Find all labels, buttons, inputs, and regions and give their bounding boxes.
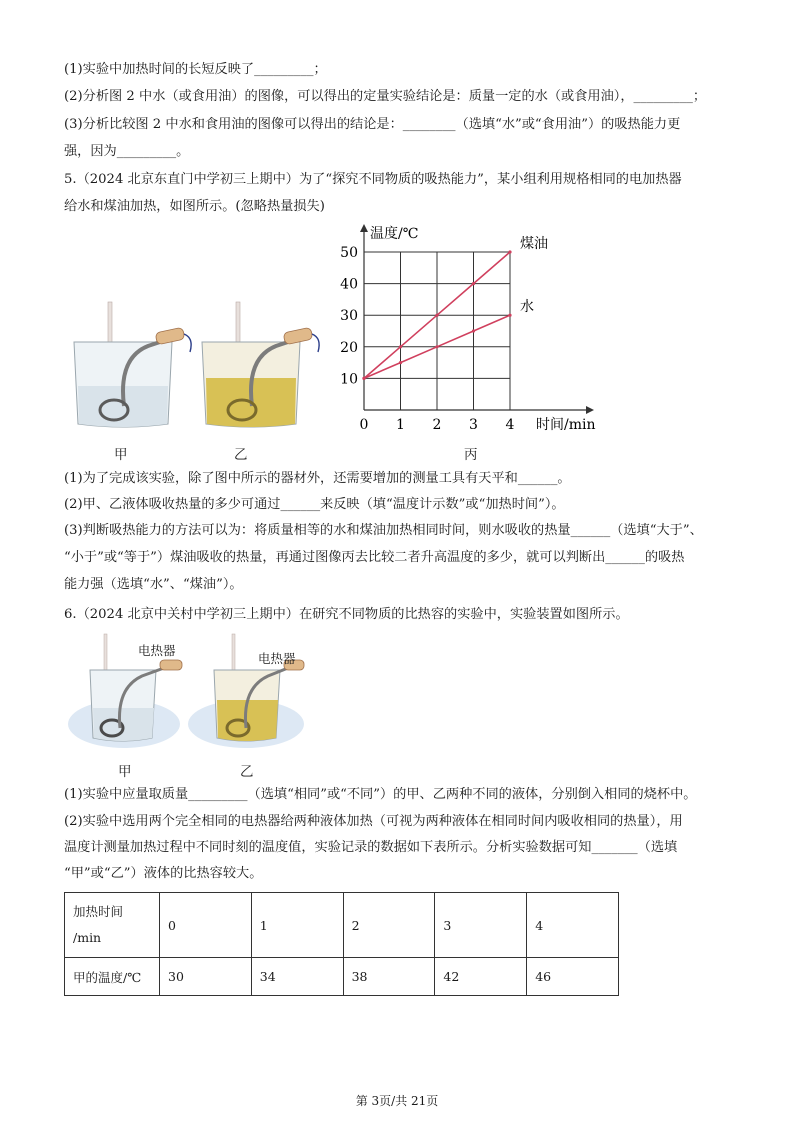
- y-tick-label: 40: [340, 276, 358, 293]
- q5-sub-1: (1)为了完成该实验，除了图中所示的器材外，还需要增加的测量工具有天平和______。: [64, 471, 571, 486]
- q6-stem: 6.（2024 北京中关村中学初三上期中）在研究不同物质的比热容的实验中，实验装置如图所示。: [64, 607, 629, 622]
- table-row: [65, 893, 619, 958]
- table-cell: 42: [435, 958, 527, 996]
- q5-stem-line-2: 给水和煤油加热，如图所示。(忽略热量损失): [64, 199, 325, 214]
- table-cell: 0: [160, 893, 252, 958]
- q5-caption-jia: 甲: [114, 447, 128, 463]
- data-point: [472, 282, 475, 285]
- table-header-label-line-2: /min: [73, 930, 102, 945]
- table-row: [65, 958, 619, 996]
- y-axis-arrow: [360, 224, 368, 232]
- q4-line-3: (3)分析比较图 2 中水和食用油的图像可以得出的结论是：________（选填“水”或“食用油”）的吸热能力更: [64, 117, 681, 132]
- q5-caption-yi: 乙: [234, 447, 248, 463]
- table-cell: 1: [251, 893, 343, 958]
- q5-sub-3-line-3: 能力强（选填“水”、“煤油”）。: [64, 577, 243, 592]
- temperature-time-chart: [330, 218, 610, 440]
- q4-line-2: (2)分析图 2 中水（或食用油）的图像，可以得出的定量实验结论是：质量一定的水（或食用油），_________；: [64, 89, 707, 104]
- beaker-kerosene-figure: [196, 298, 326, 438]
- q6-sub-2-line-3: “甲”或“乙”）液体的比热容较大。: [64, 866, 263, 881]
- q5-sub-3-line-2: “小于”或“等于”）煤油吸收的热量，再通过图像丙去比较二者升高温度的多少，就可以判断出______的吸热: [64, 550, 685, 565]
- table-cell: 2: [343, 893, 435, 958]
- x-tick-label: 0: [359, 417, 369, 433]
- table-row-label: 甲的温度/℃: [65, 958, 160, 996]
- q6-sub-1: (1)实验中应量取质量_________（选填“相同”或“不同”）的甲、乙两种不同的液体，分别倒入相同的烧杯中。: [64, 787, 697, 802]
- y-axis-label: 温度/℃: [370, 226, 419, 242]
- table-header-label-line-1: 加热时间: [73, 904, 124, 919]
- q6-caption-yi: 乙: [240, 764, 254, 780]
- beaker-water-figure: [64, 298, 194, 438]
- table-header-cell: [65, 893, 160, 958]
- x-tick-label: 2: [432, 417, 442, 433]
- table-cell: 3: [435, 893, 527, 958]
- q4-line-1: (1)实验中加热时间的长短反映了_________；: [64, 62, 327, 77]
- y-tick-label: 30: [340, 308, 358, 325]
- x-tick-label: 4: [505, 417, 515, 433]
- series-label: 水: [520, 299, 534, 316]
- data-point: [508, 314, 511, 317]
- data-point: [399, 345, 402, 348]
- q4-line-4: 强，因为_________。: [64, 144, 190, 159]
- q6-heater-label-yi: 电热器: [258, 651, 296, 666]
- series-label: 煤油: [520, 236, 548, 252]
- y-tick-label: 10: [340, 371, 358, 388]
- table-cell: 30: [160, 958, 252, 996]
- data-point: [435, 314, 438, 317]
- x-axis-label: 时间/min: [536, 417, 596, 433]
- x-tick-label: 3: [469, 417, 478, 433]
- x-axis-arrow: [586, 406, 594, 414]
- data-point: [399, 361, 402, 364]
- q5-stem-line-1: 5.（2024 北京东直门中学初三上期中）为了“探究不同物质的吸热能力”，某小组利用规格相同的电加热器: [64, 172, 682, 187]
- q5-sub-2: (2)甲、乙液体吸收热量的多少可通过______来反映（填“温度计示数”或“加热时间”）。: [64, 497, 565, 512]
- q5-sub-3-line-1: (3)判断吸热能力的方法可以为：将质量相等的水和煤油加热相同时间，则水吸收的热量______（选填“大于”、: [64, 523, 703, 538]
- data-point: [472, 329, 475, 332]
- y-tick-label: 20: [340, 339, 358, 356]
- q6-heater-label-jia: 电热器: [138, 643, 176, 658]
- q6-caption-jia: 甲: [118, 764, 132, 780]
- q6-sub-2-line-2: 温度计测量加热过程中不同时刻的温度值，实验记录的数据如下表所示。分析实验数据可知_______（选填: [64, 840, 678, 855]
- x-tick-label: 1: [396, 417, 405, 433]
- table-cell: 4: [527, 893, 619, 958]
- data-point: [508, 250, 511, 253]
- table-cell: 46: [527, 958, 619, 996]
- q6-sub-2-line-1: (2)实验中选用两个完全相同的电热器给两种液体加热（可视为两种液体在相同时间内吸收相同的热量），用: [64, 814, 683, 829]
- heating-data-table: [64, 892, 619, 996]
- page-footer: 第 3页/共 21页: [355, 1094, 439, 1108]
- data-point: [435, 345, 438, 348]
- data-point: [362, 377, 365, 380]
- table-cell: 38: [343, 958, 435, 996]
- table-cell: 34: [251, 958, 343, 996]
- y-tick-label: 50: [340, 245, 358, 261]
- q5-caption-bing: 丙: [464, 447, 478, 463]
